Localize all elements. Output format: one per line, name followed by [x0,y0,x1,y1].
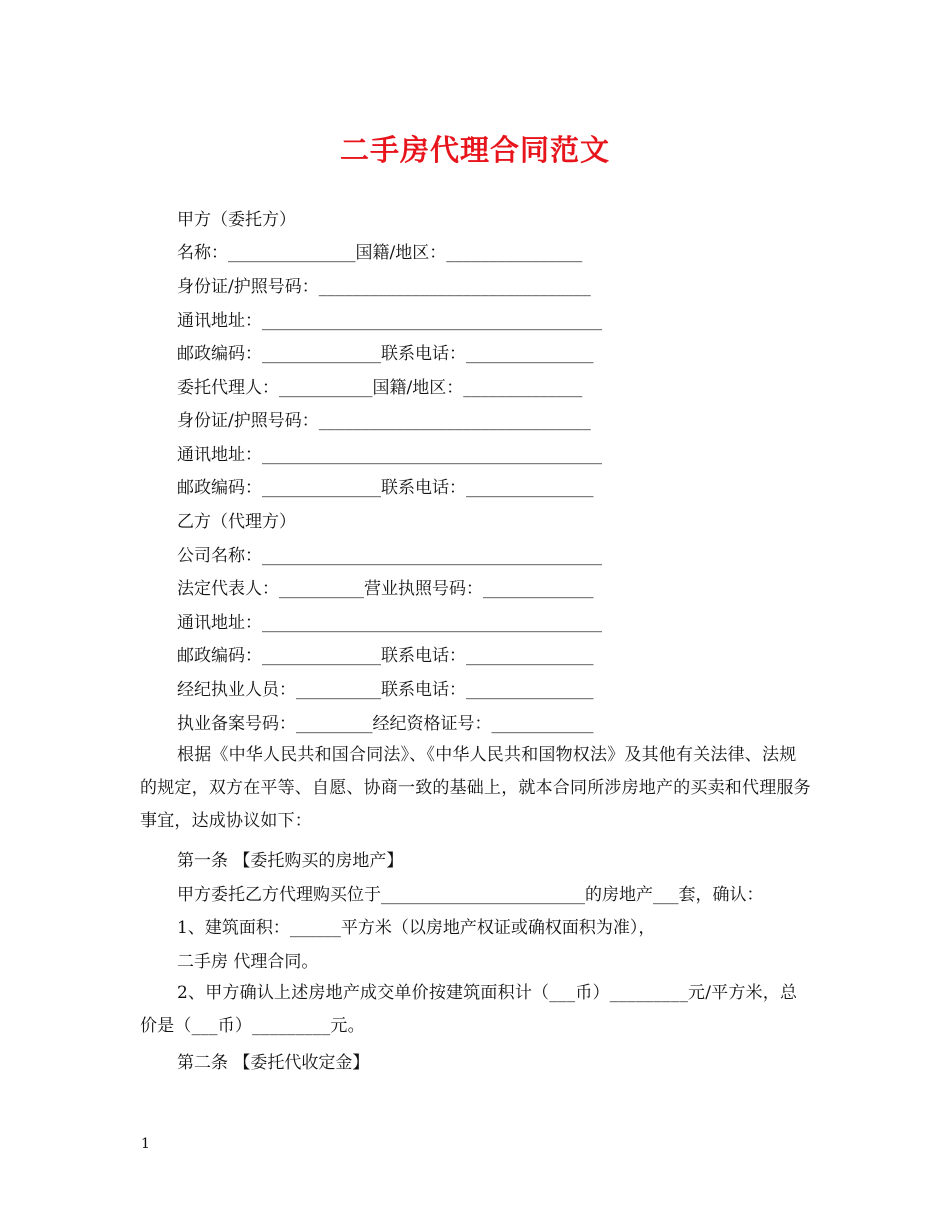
price-paragraph: 2、甲方确认上述房地产成交单价按建筑面积计（___币）_________元/平方米，总价是（___币）_________元。 [140,983,798,1036]
party-a-address-line: 通讯地址：________________________________________ [177,311,602,331]
party-b-postcode-line: 邮政编码：______________联系电话：_______________ [177,646,594,666]
party-b-representative-line: 法定代表人：__________营业执照号码：_____________ [177,579,594,599]
party-a-agent-address-line: 通讯地址：________________________________________ [177,445,602,465]
party-a-agent-line: 委托代理人：___________国籍/地区：______________ [177,378,583,398]
party-a-name-line: 名称：_______________国籍/地区：________________ [177,243,583,263]
party-a-id-line: 身份证/护照号码：________________________________ [177,277,591,297]
party-b-heading: 乙方（代理方） [177,512,296,532]
party-b-broker-line: 经纪执业人员：__________联系电话：_______________ [177,680,594,700]
article-1-heading: 第一条 【委托购买的房地产】 [177,851,404,871]
party-a-heading: 甲方（委托方） [177,210,296,230]
article-2-heading: 第二条 【委托代收定金】 [177,1053,370,1073]
party-a-postcode-line: 邮政编码：______________联系电话：_______________ [177,344,594,364]
party-b-address-line: 通讯地址：________________________________________ [177,613,602,633]
page-number: 1 [141,1136,150,1152]
document-title: 二手房代理合同范文 [339,133,610,167]
party-b-company-line: 公司名称：________________________________________ [177,546,602,566]
article-1-line-2: 1、建筑面积：______平方米（以房地产权证或确权面积为准）， [177,918,656,938]
article-1-line-3: 二手房 代理合同。 [177,952,319,972]
party-b-registration-line: 执业备案号码：_________经纪资格证号：____________ [177,714,594,734]
intro-paragraph: 根据《中华人民共和国合同法》、《中华人民共和国物权法》及其他有关法律、法规的规定，双方在平等、自愿、协商一致的基础上，就本合同所涉房地产的买卖和代理服务事宜，达成协议如下： [140,745,811,831]
article-1-line-1: 甲方委托乙方代理购买位于________________________的房地产___套，确认： [177,885,764,905]
party-a-agent-id-line: 身份证/护照号码：________________________________ [177,411,591,431]
party-a-agent-postcode-line: 邮政编码：______________联系电话：_______________ [177,478,594,498]
